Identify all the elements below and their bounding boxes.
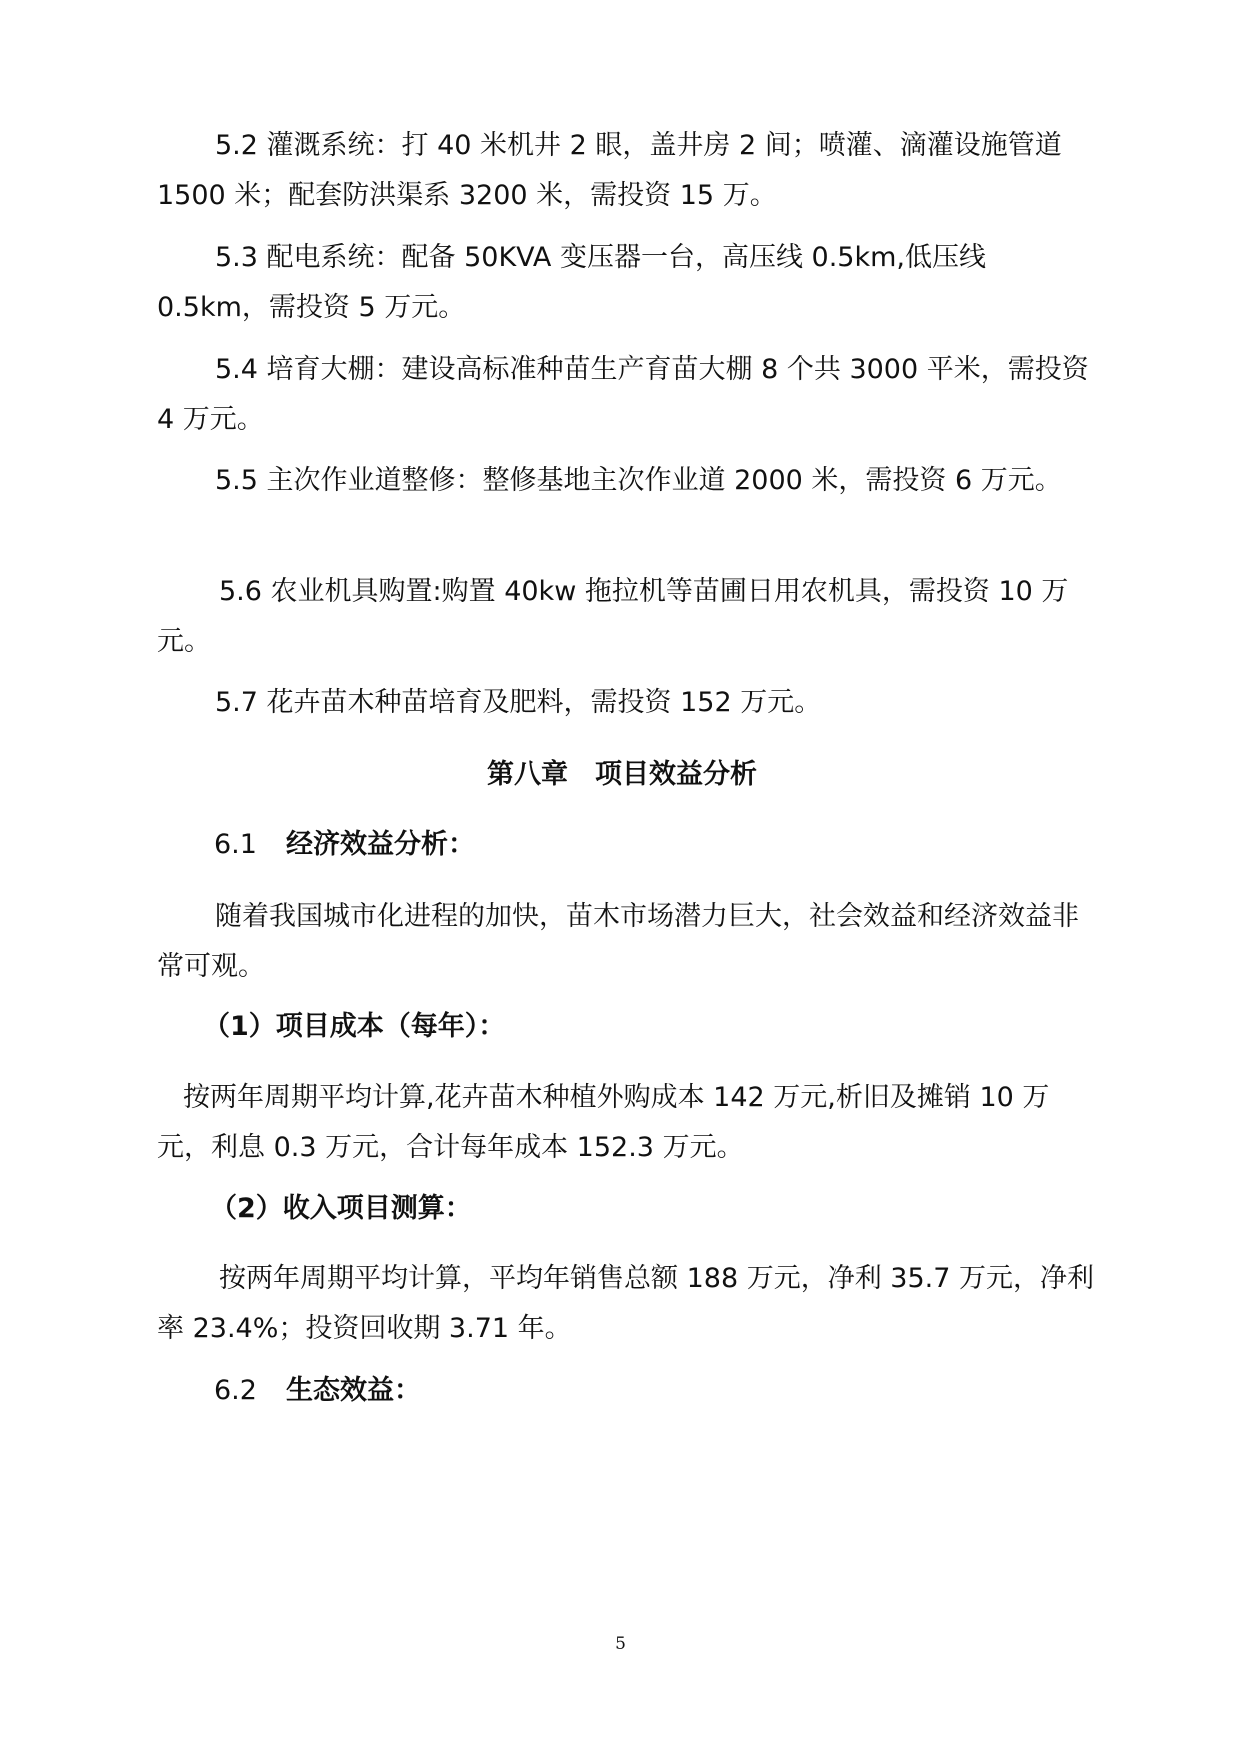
paragraph-income: 按两年周期平均计算，平均年销售总额 188 万元，净利 35.7 万元，净利率 23.4%；投资回收期 3.71 年。 [157, 1263, 1094, 1344]
paragraph-5-7: 5.7 花卉苗木种苗培育及肥料，需投资 152 万元。 [215, 687, 822, 718]
subhead-income: （2）收入项目测算： [210, 1193, 472, 1224]
paragraph-5-3: 5.3 配电系统：配备 50KVA 变压器一台，高压线 0.5km,低压线 0.5km，需投资 5 万元。 [157, 242, 987, 323]
paragraph-cost: 按两年周期平均计算,花卉苗木种植外购成本 142 万元,析旧及摊销 10 万元，利息 0.3 万元，合计每年成本 152.3 万元。 [157, 1082, 1050, 1163]
subhead-cost: （1）项目成本（每年）： [203, 1011, 506, 1042]
chapter-heading: 第八章 项目效益分析 [487, 759, 757, 790]
section-number: 6.2 [214, 1375, 257, 1406]
paragraph-5-5: 5.5 主次作业道整修：整修基地主次作业道 2000 米，需投资 6 万元。 [215, 465, 1062, 496]
paragraph-5-4: 5.4 培育大棚：建设高标准种苗生产育苗大棚 8 个共 3000 平米，需投资 4 万元。 [157, 354, 1089, 435]
paragraph-5-2: 5.2 灌溉系统：打 40 米机井 2 眼，盖井房 2 间；喷灌、滴灌设施管道 1500 米；配套防洪渠系 3200 米，需投资 15 万。 [157, 130, 1062, 211]
paragraph-5-6: 5.6 农业机具购置:购置 40kw 拖拉机等苗圃日用农机具，需投资 10 万元。 [157, 576, 1069, 657]
section-6-1-heading [214, 820, 475, 870]
section-title: 经济效益分析： [286, 829, 475, 860]
section-number: 6.1 [214, 829, 257, 860]
section-title: 生态效益： [286, 1375, 421, 1406]
paragraph-intro: 随着我国城市化进程的加快，苗木市场潜力巨大，社会效益和经济效益非常可观。 [157, 901, 1079, 982]
section-6-2-heading [214, 1366, 421, 1416]
page-number: 5 [615, 1634, 626, 1654]
